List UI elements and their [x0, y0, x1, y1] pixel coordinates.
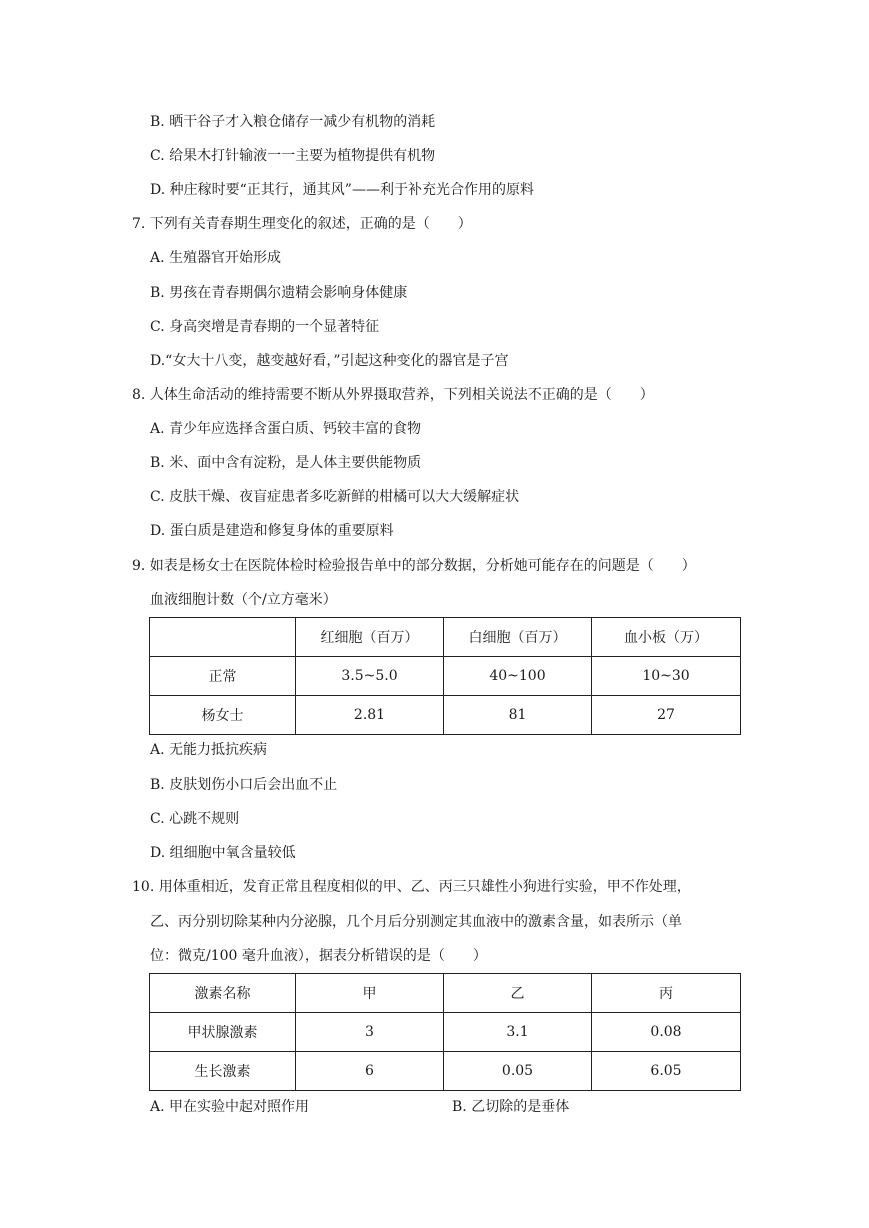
q8-stem: 8. 人体生命活动的维持需要不断从外界摄取营养，下列相关说法不正确的是（ ）	[132, 387, 654, 403]
table-header-cell: 丙	[592, 974, 741, 1013]
q10-hormone-table	[149, 973, 741, 1091]
table-cell: 10~30	[592, 657, 741, 696]
q8-option-a: A. 青少年应选择含蛋白质、钙较丰富的食物	[150, 421, 422, 437]
q10-stem-line-1: 10. 用体重相近，发育正常且程度相似的甲、乙、丙三只雄性小狗进行实验，甲不作处理，	[132, 879, 691, 895]
table-cell: 3.5~5.0	[296, 657, 444, 696]
table-header-cell: 红细胞（百万）	[296, 618, 444, 657]
q9-option-b: B. 皮肤划伤小口后会出血不止	[150, 777, 338, 793]
table-header-cell: 激素名称	[150, 974, 296, 1013]
table-cell: 0.08	[592, 1013, 741, 1052]
q10-option-a: A. 甲在实验中起对照作用	[150, 1099, 310, 1115]
table-header-row	[150, 974, 741, 1013]
q7-option-d: D.“女大十八变，越变越好看，”引起这种变化的器官是子宫	[150, 353, 509, 369]
table-cell: 40~100	[444, 657, 592, 696]
table-header-row	[150, 618, 741, 657]
table-row	[150, 1052, 741, 1091]
q7-stem: 7. 下列有关青春期生理变化的叙述，正确的是（ ）	[132, 216, 472, 232]
table-cell: 6.05	[592, 1052, 741, 1091]
q10-option-b: B. 乙切除的是垂体	[452, 1099, 570, 1115]
q6-option-c: C. 给果木打针输液一一主要为植物提供有机物	[150, 148, 436, 164]
table-row	[150, 696, 741, 735]
table-cell: 0.05	[444, 1052, 592, 1091]
q6-option-b: B. 晒干谷子才入粮仓储存一减少有机物的消耗	[150, 114, 436, 130]
table-header-cell: 血小板（万）	[592, 618, 741, 657]
q7-option-b: B. 男孩在青春期偶尔遗精会影响身体健康	[150, 285, 408, 301]
table-cell: 甲状腺激素	[150, 1013, 296, 1052]
table-header-cell	[150, 618, 296, 657]
table-cell: 2.81	[296, 696, 444, 735]
q9-option-c: C. 心跳不规则	[150, 811, 240, 827]
table-header-cell: 乙	[444, 974, 592, 1013]
q9-blood-count-table	[149, 617, 741, 735]
q10-stem-line-2: 乙、丙分别切除某种内分泌腺，几个月后分别测定其血液中的激素含量，如表所示（单	[150, 914, 682, 930]
q7-option-a: A. 生殖器官开始形成	[150, 250, 282, 266]
q6-option-d: D. 种庄稼时要“正其行，通其风”——利于补充光合作用的原料	[150, 182, 534, 198]
q8-option-c: C. 皮肤干燥、夜盲症患者多吃新鲜的柑橘可以大大缓解症状	[150, 489, 520, 505]
q10-stem-line-3: 位：微克/100 毫升血液），据表分析错误的是（ ）	[150, 948, 487, 964]
q9-option-d: D. 组细胞中氧含量较低	[150, 845, 296, 861]
table-cell: 生长激素	[150, 1052, 296, 1091]
table-header-cell: 白细胞（百万）	[444, 618, 592, 657]
table-cell: 6	[296, 1052, 444, 1091]
q8-option-d: D. 蛋白质是建造和修复身体的重要原料	[150, 523, 394, 539]
table-row	[150, 1013, 741, 1052]
table-header-cell: 甲	[296, 974, 444, 1013]
table-row	[150, 657, 741, 696]
table-cell: 81	[444, 696, 592, 735]
q9-stem: 9. 如表是杨女士在医院体检时检验报告单中的部分数据，分析她可能存在的问题是（ ）	[132, 558, 696, 574]
table-cell: 杨女士	[150, 696, 296, 735]
q9-option-a: A. 无能力抵抗疾病	[150, 742, 268, 758]
q7-option-c: C. 身高突增是青春期的一个显著特征	[150, 319, 380, 335]
table-cell: 3.1	[444, 1013, 592, 1052]
q9-table-caption: 血液细胞计数（个/立方毫米）	[150, 592, 337, 608]
table-cell: 27	[592, 696, 741, 735]
table-cell: 3	[296, 1013, 444, 1052]
table-cell: 正常	[150, 657, 296, 696]
q8-option-b: B. 米、面中含有淀粉，是人体主要供能物质	[150, 455, 422, 471]
